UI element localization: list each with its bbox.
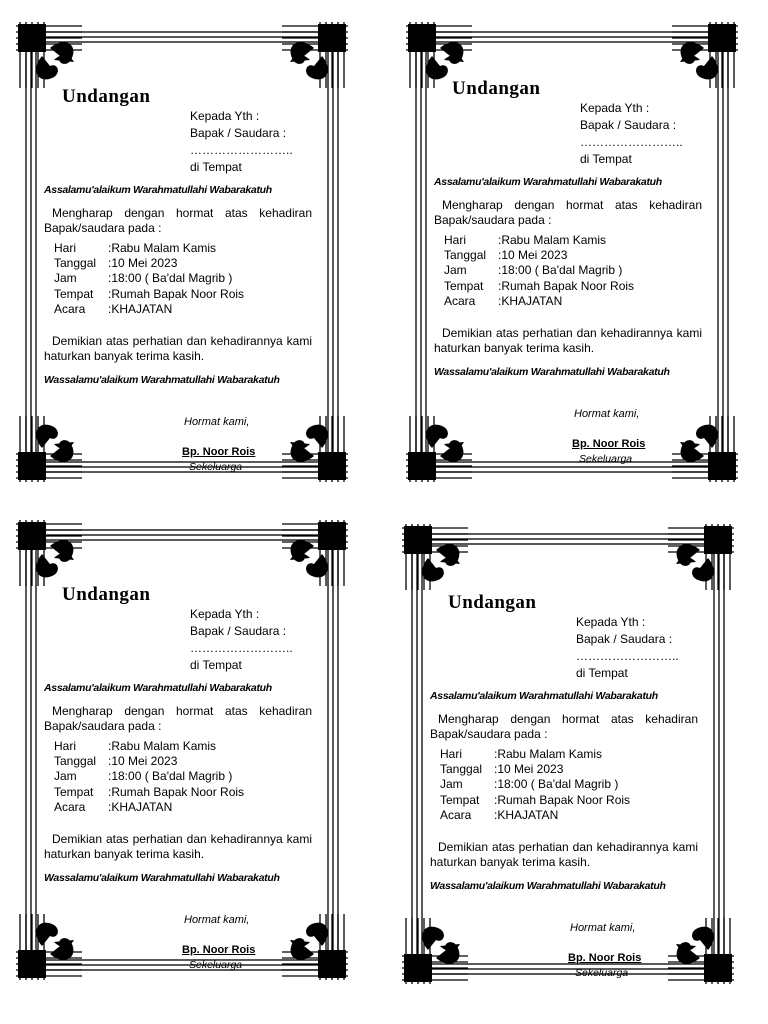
detail-value: :18:00 ( Ba'dal Magrib ): [494, 777, 619, 792]
recipient-block: [190, 606, 293, 674]
signer-family: Sekeluarga: [575, 967, 629, 979]
detail-row-day: [440, 747, 630, 762]
detail-value: :Rumah Bapak Noor Rois: [494, 792, 631, 807]
detail-label: Hari: [444, 233, 467, 247]
detail-label: Tanggal: [54, 754, 97, 769]
opening-salam: Assalamu'alaikum Warahmatullahi Wabarakatuh: [430, 690, 658, 702]
detail-row-date: [444, 248, 634, 263]
invitation-title: Undangan: [62, 86, 151, 107]
detail-label: Jam: [444, 263, 467, 278]
invitation-card: [12, 18, 352, 486]
detail-row-place: [54, 287, 244, 302]
closing-paragraph: Demikian atas perhatian dan kehadirannya kami haturkan banyak terima kasih.: [44, 832, 312, 861]
opening-salam: Assalamu'alaikum Warahmatullahi Wabarakatuh: [44, 682, 272, 694]
invitation-card: [398, 520, 738, 988]
regards-text: Hormat kami,: [184, 914, 250, 926]
detail-row-day: [54, 739, 244, 754]
detail-value: :KHAJATAN: [494, 807, 559, 822]
signer-name: Bp. Noor Rois: [568, 952, 642, 964]
detail-label: Jam: [54, 271, 77, 286]
signer-name: Bp. Noor Rois: [182, 446, 256, 458]
recipient-place: di Tempat: [190, 160, 242, 174]
detail-row-date: [54, 754, 244, 769]
detail-label: Tanggal: [54, 256, 97, 271]
closing-salam: Wassalamu'alaikum Warahmatullahi Wabarakatuh: [44, 374, 280, 386]
detail-row-day: [444, 233, 634, 248]
invitation-title: Undangan: [62, 584, 151, 605]
detail-row-date: [440, 762, 630, 777]
detail-row-place: [440, 793, 630, 808]
detail-value: :KHAJATAN: [108, 301, 173, 316]
detail-label: Hari: [440, 747, 463, 761]
recipient-place: di Tempat: [580, 152, 632, 166]
intro-paragraph: Mengharap dengan hormat atas kehadiran Bapak/saudara pada :: [44, 206, 312, 235]
opening-salam: Assalamu'alaikum Warahmatullahi Wabarakatuh: [44, 184, 272, 196]
event-details: [444, 233, 634, 309]
recipient-title: Bapak / Saudara :: [580, 118, 677, 132]
regards-text: Hormat kami,: [570, 922, 636, 934]
detail-label: Hari: [54, 739, 77, 753]
detail-label: Tempat: [440, 792, 480, 807]
signer-family: Sekeluarga: [579, 453, 633, 465]
detail-label: Tempat: [54, 286, 94, 301]
detail-value: :10 Mei 2023: [498, 248, 568, 263]
detail-value: :Rabu Malam Kamis: [108, 241, 217, 255]
detail-label: Hari: [54, 241, 77, 255]
detail-row-date: [54, 256, 244, 271]
detail-value: :Rabu Malam Kamis: [494, 747, 603, 761]
recipient-blank-line: ……………………..: [190, 143, 293, 157]
recipient-greeting: Kepada Yth :: [190, 109, 260, 123]
closing-paragraph: Demikian atas perhatian dan kehadirannya kami haturkan banyak terima kasih.: [430, 840, 698, 869]
intro-paragraph: Mengharap dengan hormat atas kehadiran Bapak/saudara pada :: [434, 198, 702, 227]
detail-value: :Rumah Bapak Noor Rois: [108, 286, 245, 301]
event-details: [440, 747, 630, 823]
detail-label: Tanggal: [440, 762, 483, 777]
recipient-blank-line: ……………………..: [580, 135, 683, 149]
regards-text: Hormat kami,: [184, 416, 250, 428]
recipient-title: Bapak / Saudara :: [576, 632, 673, 646]
closing-salam: Wassalamu'alaikum Warahmatullahi Wabarakatuh: [44, 872, 280, 884]
detail-value: :18:00 ( Ba'dal Magrib ): [108, 769, 233, 784]
detail-row-time: [444, 263, 634, 278]
recipient-greeting: Kepada Yth :: [576, 615, 646, 629]
detail-value: :Rabu Malam Kamis: [498, 233, 607, 247]
detail-row-time: [54, 271, 244, 286]
closing-salam: Wassalamu'alaikum Warahmatullahi Wabarakatuh: [430, 880, 666, 892]
recipient-block: [576, 614, 679, 682]
detail-label: Jam: [440, 777, 463, 792]
detail-label: Tempat: [54, 784, 94, 799]
detail-value: :18:00 ( Ba'dal Magrib ): [498, 263, 623, 278]
invitation-title: Undangan: [452, 78, 541, 99]
detail-label: Acara: [444, 293, 476, 308]
detail-label: Tempat: [444, 278, 484, 293]
event-details: [54, 739, 244, 815]
closing-salam: Wassalamu'alaikum Warahmatullahi Wabarakatuh: [434, 366, 670, 378]
detail-value: :10 Mei 2023: [108, 754, 178, 769]
recipient-place: di Tempat: [576, 666, 628, 680]
closing-paragraph: Demikian atas perhatian dan kehadirannya kami haturkan banyak terima kasih.: [434, 326, 702, 355]
detail-label: Acara: [440, 807, 472, 822]
invitation-card: [12, 516, 352, 984]
event-details: [54, 241, 244, 317]
signer-name: Bp. Noor Rois: [182, 944, 256, 956]
recipient-title: Bapak / Saudara :: [190, 126, 287, 140]
recipient-block: [190, 108, 293, 176]
recipient-greeting: Kepada Yth :: [190, 607, 260, 621]
detail-value: :Rumah Bapak Noor Rois: [108, 784, 245, 799]
detail-label: Acara: [54, 799, 86, 814]
recipient-title: Bapak / Saudara :: [190, 624, 287, 638]
detail-row-time: [54, 769, 244, 784]
detail-row-event: [444, 294, 634, 309]
detail-row-time: [440, 777, 630, 792]
signer-family: Sekeluarga: [189, 959, 243, 971]
intro-paragraph: Mengharap dengan hormat atas kehadiran Bapak/saudara pada :: [430, 712, 698, 741]
intro-paragraph: Mengharap dengan hormat atas kehadiran Bapak/saudara pada :: [44, 704, 312, 733]
detail-row-event: [54, 302, 244, 317]
detail-row-place: [54, 785, 244, 800]
invitation-card: [402, 18, 742, 486]
signer-name: Bp. Noor Rois: [572, 438, 646, 450]
detail-value: :10 Mei 2023: [108, 256, 178, 271]
detail-label: Acara: [54, 301, 86, 316]
detail-row-place: [444, 279, 634, 294]
detail-label: Jam: [54, 769, 77, 784]
detail-value: :KHAJATAN: [108, 799, 173, 814]
recipient-block: [580, 100, 683, 168]
recipient-place: di Tempat: [190, 658, 242, 672]
invitation-title: Undangan: [448, 592, 537, 613]
recipient-blank-line: ……………………..: [190, 641, 293, 655]
opening-salam: Assalamu'alaikum Warahmatullahi Wabarakatuh: [434, 176, 662, 188]
detail-value: :10 Mei 2023: [494, 762, 564, 777]
signer-family: Sekeluarga: [189, 461, 243, 473]
detail-value: :18:00 ( Ba'dal Magrib ): [108, 271, 233, 286]
recipient-blank-line: ……………………..: [576, 649, 679, 663]
detail-value: :Rabu Malam Kamis: [108, 739, 217, 753]
detail-row-day: [54, 241, 244, 256]
regards-text: Hormat kami,: [574, 408, 640, 420]
detail-row-event: [440, 808, 630, 823]
detail-value: :Rumah Bapak Noor Rois: [498, 278, 635, 293]
detail-value: :KHAJATAN: [498, 293, 563, 308]
closing-paragraph: Demikian atas perhatian dan kehadirannya kami haturkan banyak terima kasih.: [44, 334, 312, 363]
detail-row-event: [54, 800, 244, 815]
detail-label: Tanggal: [444, 248, 487, 263]
recipient-greeting: Kepada Yth :: [580, 101, 650, 115]
